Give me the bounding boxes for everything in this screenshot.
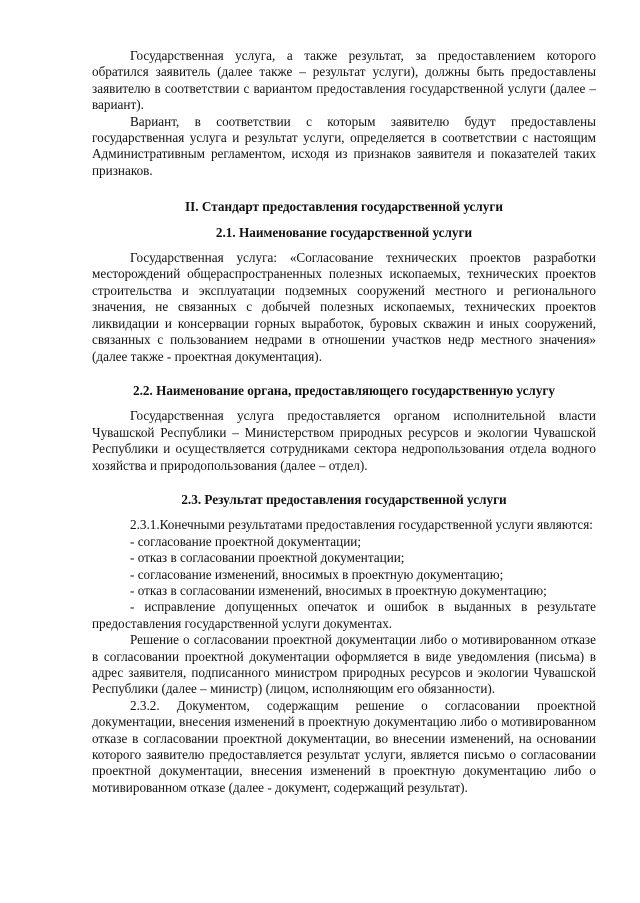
- spacer: [92, 474, 596, 492]
- subsection-2-2-title: 2.2. Наименование органа, предоставляющего государственную услугу: [132, 382, 556, 398]
- spacer: [92, 365, 596, 383]
- subsection-2-3-paragraph-3: 2.3.2. Документом, содержащим решение о согласовании проектной документации, внесения изменений в проектную документацию либо о мотивированном отказе в согласовании проектной документации, во внесении изменений, на основании которого заявителю предоставляется результат услуги, является письмо о согласовании проектной документации, внесения изменений в проектную документацию либо о мотивированном отказе (далее - документ, содержащий результат).: [92, 697, 596, 795]
- spacer: [92, 216, 596, 225]
- subsection-2-3-title: 2.3. Результат предоставления государственной услуги: [181, 491, 507, 507]
- subsection-2-1-paragraph: Государственная услуга: «Согласование технических проектов разработки месторождений общераспространенных полезных ископаемых, технических проектов строительства и эксплуатации подземных сооружений местного и регионального значения, не связанных с добычей полезных ископаемых, технических проектов ликвидации и консервации горных выработок, буровых скважин и иных сооружений, связанных с пользованием недрами в отношении участков недр местного значения» (далее также - проектная документация).: [92, 250, 596, 364]
- section-title: II. Стандарт предоставления государственной услуги: [185, 199, 503, 215]
- subsection-2-3-paragraph-1: 2.3.1.Конечными результатами предоставления государственной услуги являются:: [130, 517, 593, 533]
- spacer: [92, 179, 596, 199]
- results-list: [92, 534, 596, 632]
- list-item: - согласование изменений, вносимых в проектную документацию;: [130, 566, 504, 582]
- list-item: - согласование проектной документации;: [130, 533, 361, 549]
- list-item: - отказ в согласовании проектной документации;: [130, 550, 405, 566]
- list-item: - исправление допущенных опечаток и ошибок в выданных в результате предоставления государственной услуги документах.: [92, 599, 596, 631]
- subsection-2-2-paragraph: Государственная услуга предоставляется органом исполнительной власти Чувашской Республики – Министерством природных ресурсов и экологии Чувашской Республики и осуществляется сотрудниками сектора недропользования отдела водного хозяйства и природопользования (далее – отдел).: [92, 408, 596, 473]
- subsection-2-3-paragraph-2: Решение о согласовании проектной документации либо о мотивированном отказе в согласовании проектной документации оформляется в виде уведомления (письма) в адрес заявителя, подписанного министром природных ресурсов и экологии Чувашской Республики (далее – министр) (лицом, исполняющим его обязанности).: [92, 632, 596, 697]
- spacer: [92, 241, 596, 250]
- intro-paragraph-2: Вариант, в соответствии с которым заявителю будут предоставлены государственная услуга и результат услуги, определяется в соответствии с настоящим Административным регламентом, исходя из признаков заявителя и показателей таких признаков.: [92, 113, 596, 178]
- document-page: [92, 48, 596, 796]
- list-item: - отказ в согласовании изменений, вносимых в проектную документацию;: [130, 582, 547, 598]
- spacer: [92, 508, 596, 517]
- intro-paragraph-1: Государственная услуга, а также результат, за предоставлением которого обратился заявитель (далее также – результат услуги), должны быть предоставлены заявителю в соответствии с вариантом предоставления государственной услуги (далее – вариант).: [92, 48, 596, 113]
- subsection-2-1-title: 2.1. Наименование государственной услуги: [215, 224, 473, 240]
- spacer: [92, 399, 596, 408]
